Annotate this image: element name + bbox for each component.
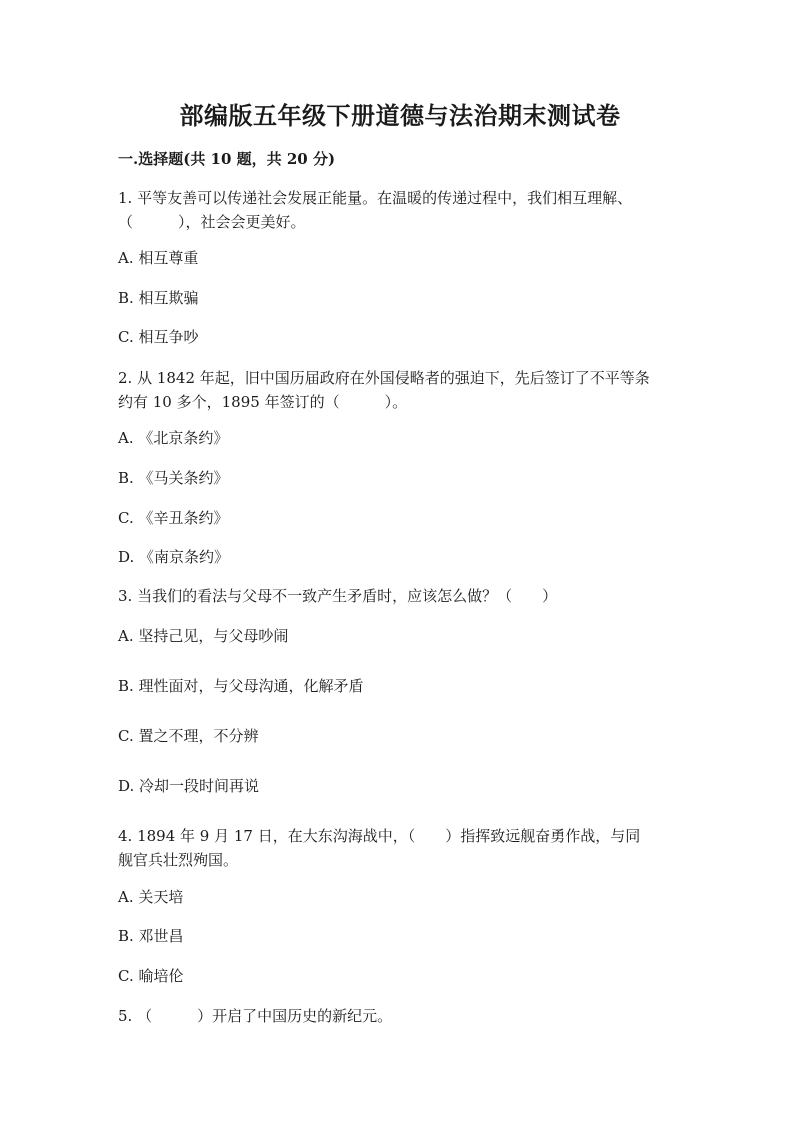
option-4c: C. 喻培伦 (118, 967, 184, 985)
option-3b: B. 理性面对，与父母沟通，化解矛盾 (118, 677, 364, 695)
section-heading: 一.选择题(共 10 题，共 20 分) (118, 150, 336, 168)
question-text: 约有 10 多个，1895 年签订的（ ）。 (118, 393, 408, 411)
question-text: 5. （ ）开启了中国历史的新纪元。 (118, 1007, 393, 1025)
option-4b: B. 邓世昌 (118, 927, 184, 945)
question-1 (118, 186, 632, 234)
option-1a: A. 相互尊重 (118, 249, 199, 267)
option-1b: B. 相互欺骗 (118, 289, 199, 307)
option-2c: C. 《辛丑条约》 (118, 509, 229, 527)
question-5 (118, 1004, 392, 1028)
option-1c: C. 相互争吵 (118, 328, 199, 346)
option-3c: C. 置之不理，不分辨 (118, 727, 259, 745)
question-text: 3. 当我们的看法与父母不一致产生矛盾时，应该怎么做？（ ） (118, 587, 558, 605)
question-text: 2. 从 1842 年起，旧中国历届政府在外国侵略者的强迫下，先后签订了不平等条 (118, 369, 650, 387)
option-4a: A. 关天培 (118, 888, 184, 906)
page-title: 部编版五年级下册道德与法治期末测试卷 (179, 101, 621, 130)
question-text: 1. 平等友善可以传递社会发展正能量。在温暖的传递过程中，我们相互理解、 (118, 189, 633, 207)
option-3d: D. 冷却一段时间再说 (118, 777, 260, 795)
option-2d: D. 《南京条约》 (118, 548, 230, 566)
question-text: 4. 1894 年 9 月 17 日，在大东沟海战中，（ ）指挥致远舰奋勇作战，与同 (118, 827, 641, 845)
question-4 (118, 824, 640, 872)
question-text: （ ），社会会更美好。 (118, 213, 306, 231)
question-text: 舰官兵壮烈殉国。 (118, 851, 239, 869)
question-2 (118, 366, 650, 414)
option-2b: B. 《马关条约》 (118, 469, 229, 487)
option-2a: A. 《北京条约》 (118, 429, 229, 447)
option-3a: A. 坚持己见，与父母吵闹 (118, 627, 289, 645)
question-3 (118, 584, 557, 608)
